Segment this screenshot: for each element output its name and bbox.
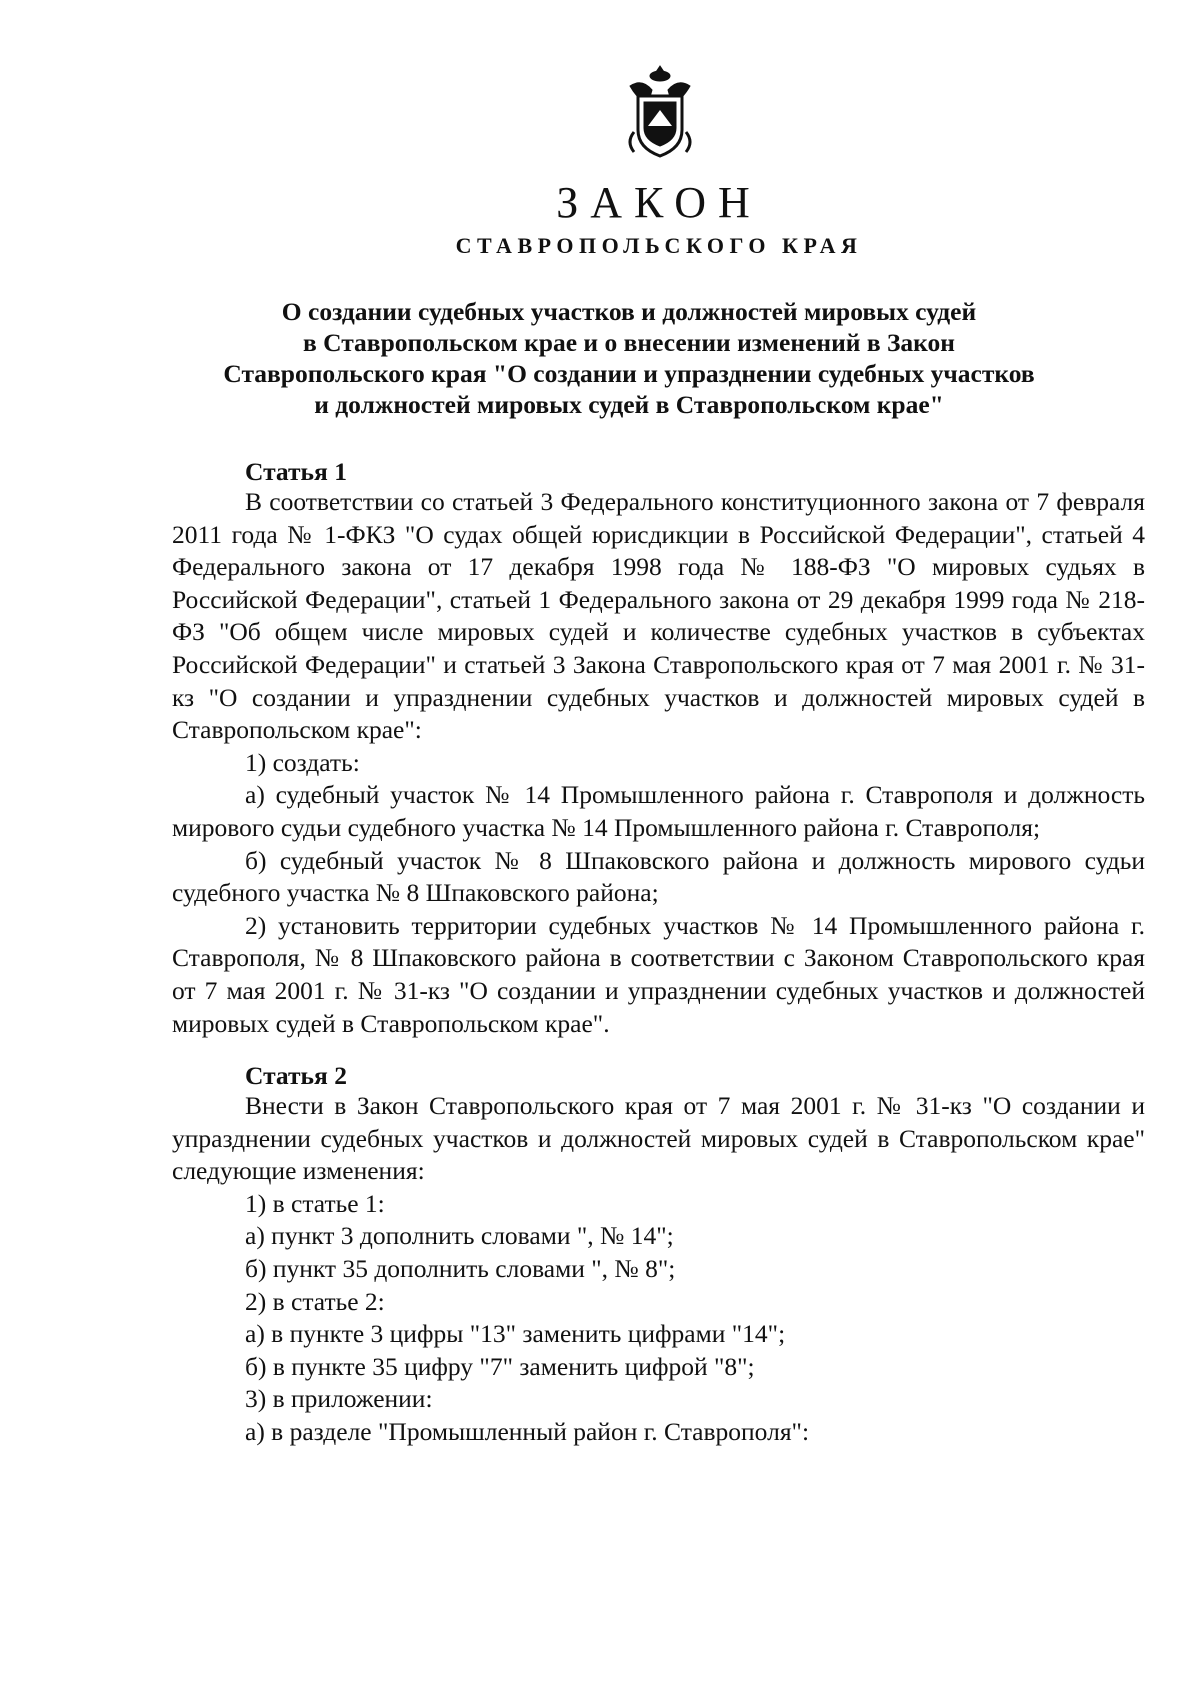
heading-line: в Ставропольском крае и о внесении изменений в Закон [303, 328, 955, 357]
article-2-item: а) в пункте 3 цифры "13" заменить цифрами "14"; [245, 1319, 786, 1349]
heading-line: и должностей мировых судей в Ставропольском крае" [314, 390, 944, 419]
document-title: ЗАКОН [556, 178, 762, 227]
article-1-title: Статья 1 [245, 457, 347, 486]
article-2-item: 1) в статье 1: [245, 1188, 385, 1218]
article-2-item: 2) в статье 2: [245, 1286, 385, 1316]
article-1-intro: В соответствии со статьей 3 Федерального конституционного закона от 7 февраля 2011 года № 1-ФКЗ "О судах общей юрисдикции в Российской Федерации", статьей 4 Федерального закона от 17 декабря 1998 года № 188-ФЗ "О мировых судьях в Российской Федерации", статьей 1 Федерального закона от 29 декабря 1999 года № 218-ФЗ "Об общем числе мировых судей и количестве судебных участков в субъектах Российской Федерации" и статьей 3 Закона Ставропольского края от 7 мая 2001 г. № 31-кз "О создании и упразднении судебных участков и должностей мировых судей в Ставропольском крае": [172, 487, 1145, 745]
article-2-item: а) пункт 3 дополнить словами ", № 14"; [245, 1221, 674, 1251]
article-2-intro: Внести в Закон Ставропольского края от 7 мая 2001 г. № 31-кз "О создании и упразднении судебных участков и должностей мировых судей в Ставропольском крае" следующие изменения: [172, 1091, 1145, 1186]
article-2-item: б) в пункте 35 цифру "7" заменить цифрой "8"; [245, 1351, 755, 1381]
document-subtitle: СТАВРОПОЛЬСКОГО КРАЯ [455, 233, 863, 258]
article-1-body [172, 486, 1145, 1040]
article-1-item-1b: б) судебный участок № 8 Шпаковского района и должность мирового судьи судебного участка № 8 Шпаковского района; [172, 845, 1145, 908]
article-1-item-1a: а) судебный участок № 14 Промышленного района г. Ставрополя и должность мирового судьи судебного участка № 14 Промышленного района г. Ставрополя; [172, 780, 1145, 842]
article-2-item: 3) в приложении: [245, 1384, 433, 1414]
coat-of-arms-emblem [620, 62, 700, 162]
article-2-title: Статья 2 [245, 1061, 347, 1090]
article-2-body [172, 1090, 1145, 1449]
heading-line: О создании судебных участков и должностей мировых судей [281, 297, 977, 326]
law-heading [0, 296, 1200, 420]
article-1-item-1: 1) создать: [245, 747, 360, 777]
article-2-item: а) в разделе "Промышленный район г. Ставрополя": [245, 1416, 810, 1446]
article-2-item: б) пункт 35 дополнить словами ", № 8"; [245, 1253, 676, 1283]
article-1-item-2: 2) установить территории судебных участков № 14 Промышленного района г. Ставрополя, № 8 Шпаковского района в соответствии с Законом Ставропольского края от 7 мая 2001 г. № 31-кз "О создании и упразднении судебных участков и должностей мировых судей в Ставропольском крае". [172, 910, 1145, 1038]
heading-line: Ставропольского края "О создании и упразднении судебных участков [223, 359, 1035, 388]
